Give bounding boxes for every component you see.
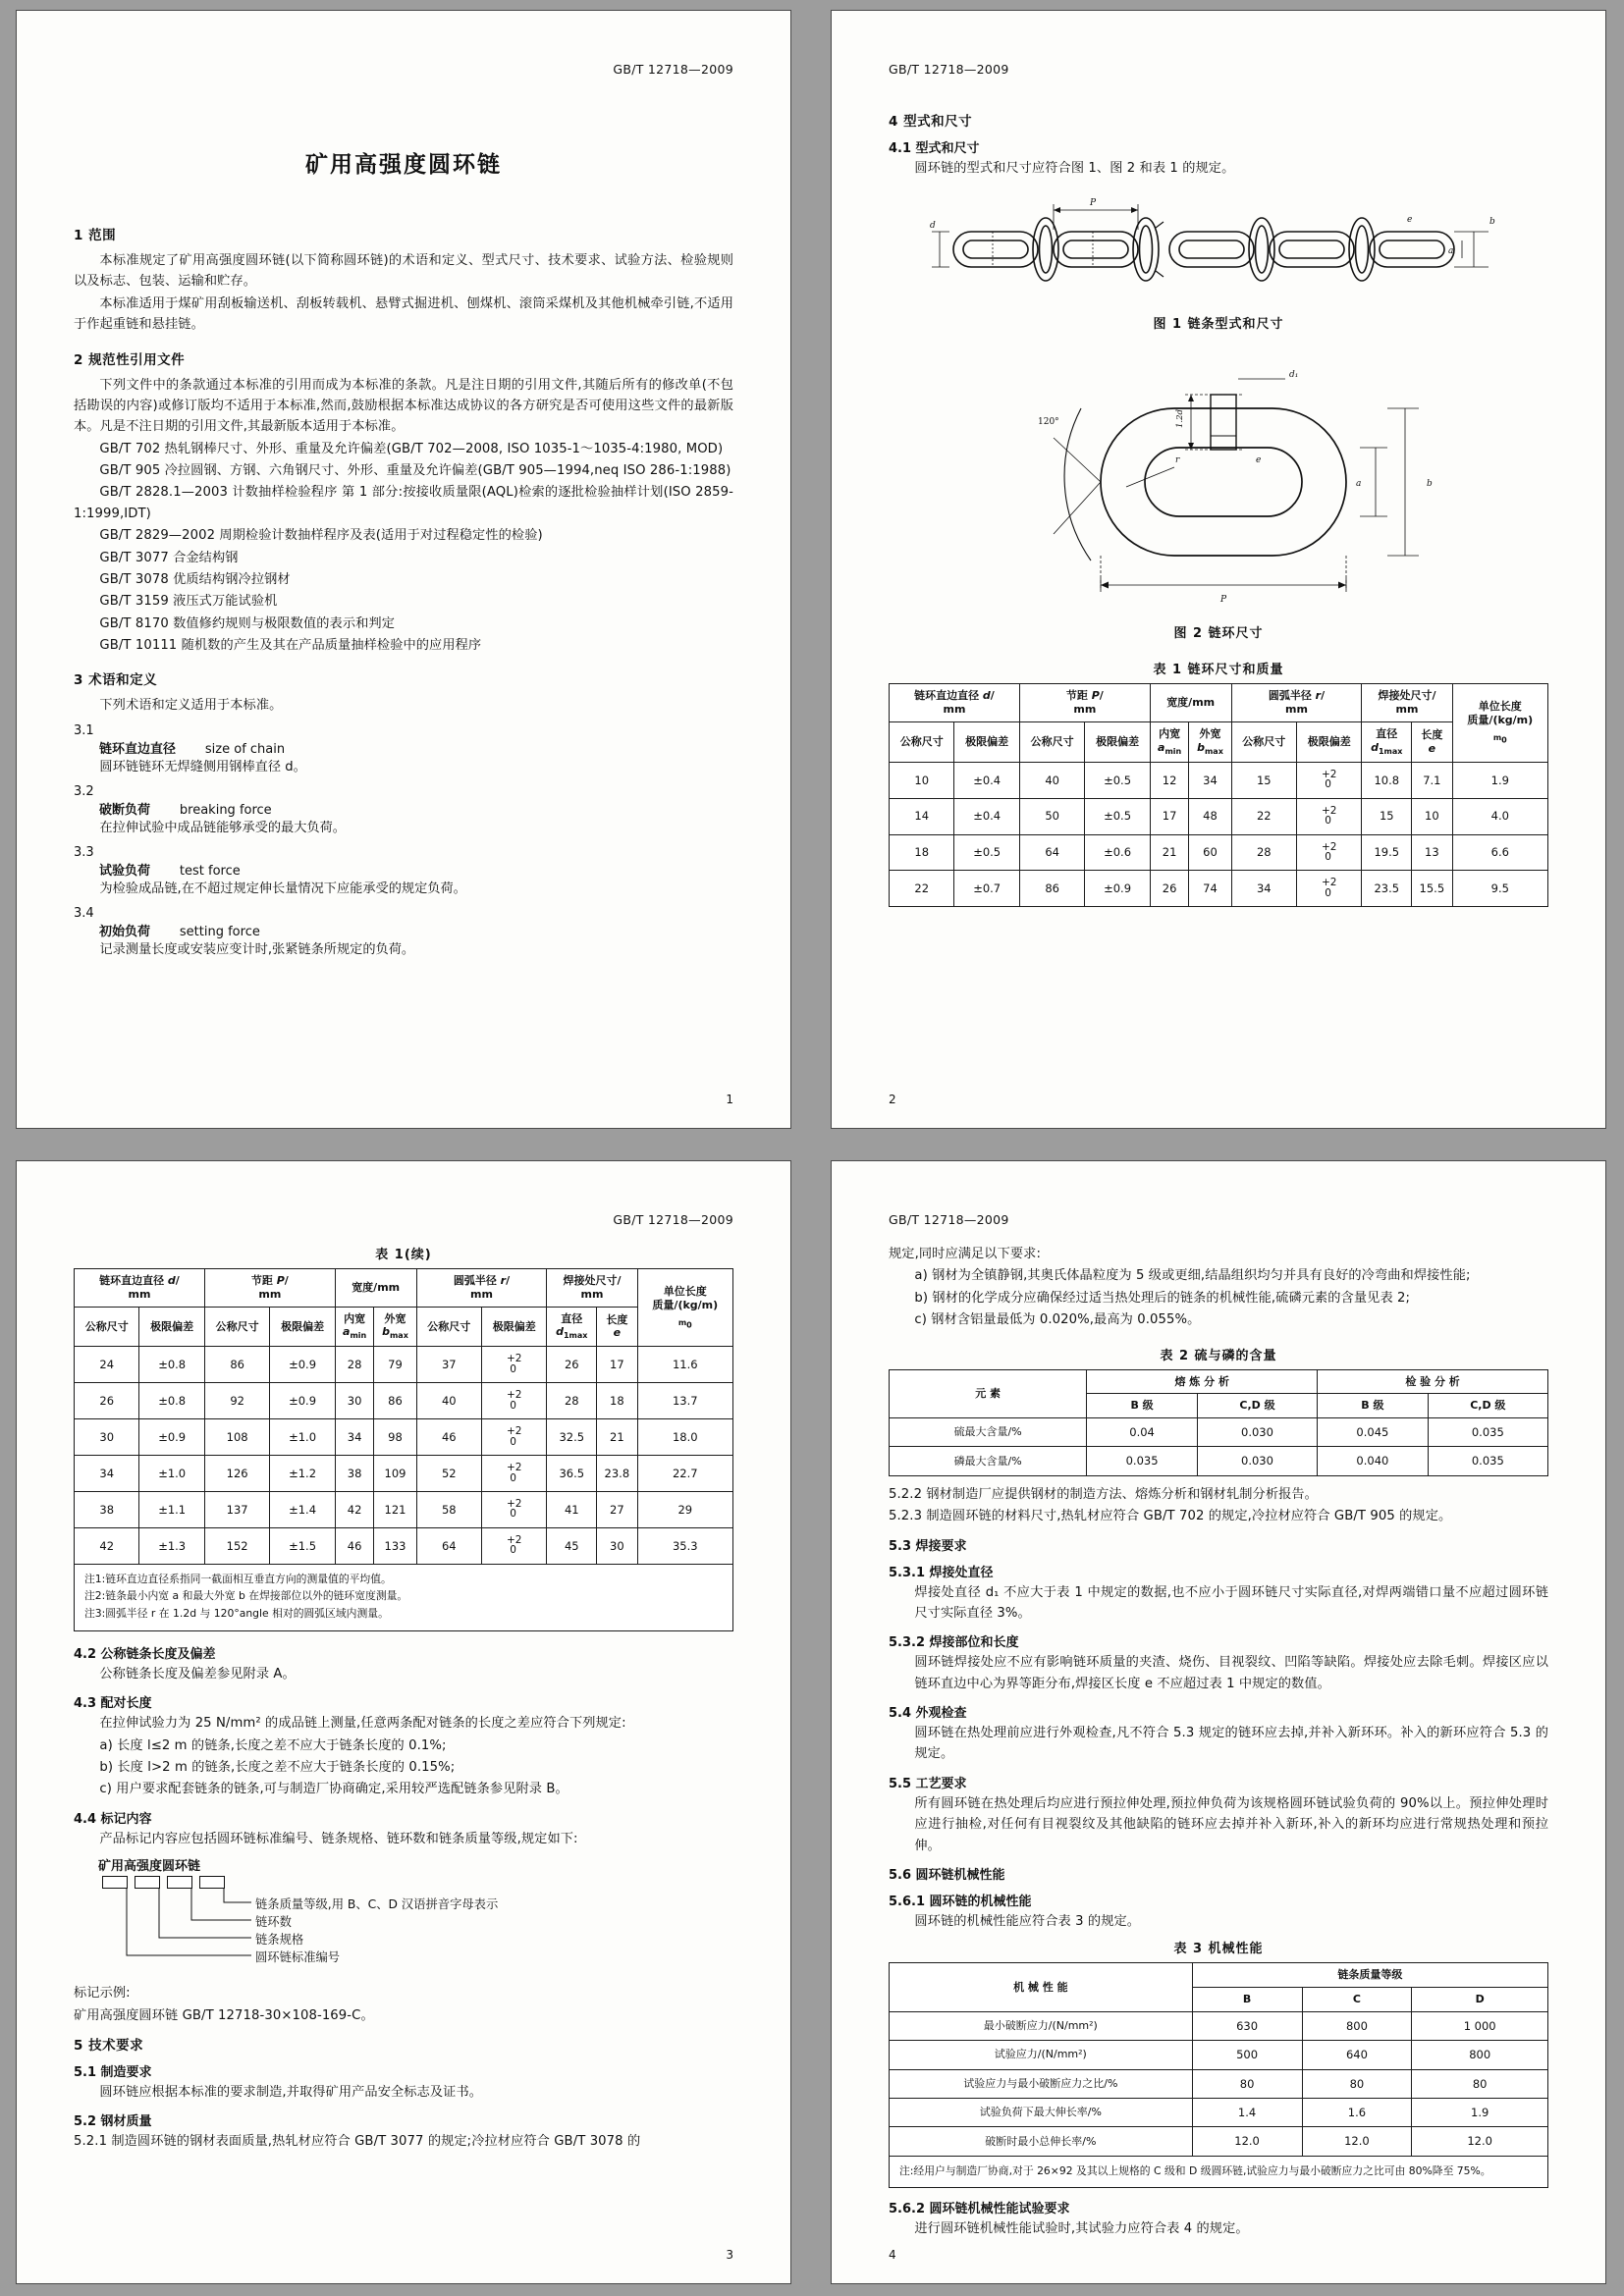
term-entry (74, 906, 733, 960)
table-1-continued (74, 1268, 733, 1565)
table-row-group-header (890, 1963, 1548, 1988)
term-number: 3.3 (74, 845, 94, 860)
th-outer-width: 外宽 $b_{max}$ (374, 1307, 416, 1347)
th-arc-radius: 圆弧半径 r/ mm (416, 1269, 547, 1308)
section-heading-3: 3 术语和定义 (74, 672, 158, 689)
section-5-3-1-paragraph: 焊接处直径 d₁ 不应大于表 1 中规定的数据,也不应小于圆环链尺寸实际直径,对焊两端错口量不应超过圆环链尺寸实际直径 3%。 (914, 1584, 1548, 1621)
figure2-label-r: r (1175, 455, 1180, 466)
th-chain-quality-grade: 链条质量等级 (1192, 1963, 1547, 1988)
table-row: 34 ±1.0 126 ±1.2 38 109 52 +2 0 36.5 23.8 22.7 (75, 1456, 733, 1492)
table-note: 注1:链环直边直径系指同一截面相互垂直方向的测量值的平均值。 (84, 1572, 392, 1585)
th-grade-cd: C,D 级 (1197, 1394, 1317, 1418)
figure1-label-d: d (930, 221, 936, 232)
section-heading-5-3: 5.3 焊接要求 (889, 1538, 967, 1554)
term-number: 3.2 (74, 783, 94, 799)
section-4-3-item-a: a) 长度 l≤2 m 的链条,长度之差不应大于链条长度的 0.1%; (99, 1737, 447, 1753)
section-heading-4-4: 4.4 标记内容 (74, 1811, 152, 1827)
th-nominal-size: 公称尺寸 (890, 721, 954, 762)
th-weld-diameter: 直径 $d_{1max}$ (547, 1307, 597, 1347)
term-name-cn: 试验负荷 test force (99, 864, 241, 879)
section-2-paragraph-1: 下列文件中的条款通过本标准的引用而成为本标准的条款。凡是注日期的引用文件,其随后所有的修改单(不包括勘误的内容)或修订版均不适用于本标准,然而,鼓励根据本标准达成协议的各方研究是否可使用这些文件的最新版本。凡是不注日期的引用文件,其最新版本适用于本标准。 (74, 377, 733, 435)
tolerance-cell: +2 0 (481, 1419, 546, 1456)
table-row: 10 ±0.4 40 ±0.5 12 34 15 +2 0 10.8 7.1 1.9 (890, 762, 1548, 798)
table-2-sulphur-phosphorus-content (889, 1369, 1548, 1476)
th-pitch: 节距 P/ mm (1019, 684, 1150, 722)
section-5-2-3: 5.2.3 制造圆环链的材料尺寸,热轧材应符合 GB/T 702 的规定,冷拉材应符合 GB/T 905 的规定。 (889, 1509, 1452, 1524)
th-melting-analysis: 熔 炼 分 析 (1087, 1369, 1318, 1394)
table-row: 试验应力/(N/mm²) 500 640 800 (890, 2041, 1548, 2069)
term-entry (74, 784, 733, 838)
section-heading-5-6-1: 5.6.1 圆环链的机械性能 (889, 1894, 1032, 1909)
tolerance-cell: +2 0 (1296, 798, 1361, 834)
tolerance-cell: +2 0 (1296, 834, 1361, 871)
th-mass-per-length: 单位长度 质量/(kg/m) $_{m0}$ (1452, 684, 1547, 762)
page-header-standard-number: GB/T 12718—2009 (889, 1212, 1009, 1227)
marking-legend-chain-spec: 链条规格 (255, 1933, 304, 1948)
figure2-label-b: b (1427, 479, 1433, 490)
normative-reference-item: GB/T 3159 液压式万能试验机 (99, 594, 278, 610)
figure-1-caption: 图 1 链条型式和尺寸 (1153, 317, 1284, 333)
section-5-4-paragraph: 圆环链在热处理前应进行外观检查,凡不符合 5.3 规定的链环应去掉,并补入新环环。补入的新环应符合 5.3 的规定。 (914, 1726, 1548, 1762)
th-width: 宽度/mm (335, 1269, 416, 1308)
table-2-caption: 表 2 硫与磷的含量 (1160, 1348, 1277, 1363)
section-heading-4-1: 4.1 型式和尺寸 (889, 141, 980, 156)
th-inner-width: 内宽 $a_{min}$ (335, 1307, 374, 1347)
term-name-cn: 破断负荷 breaking force (99, 802, 272, 818)
page-header-standard-number: GB/T 12718—2009 (613, 1212, 733, 1227)
table-row: 24 ±0.8 86 ±0.9 28 79 37 +2 0 26 17 11.6 (75, 1347, 733, 1383)
table-3-mechanical-properties (889, 1962, 1548, 2156)
marking-box (167, 1876, 192, 1889)
figure2-label-e: e (1256, 455, 1262, 466)
marking-legend-quality-grade: 链条质量等级,用 B、C、D 汉语拼音字母表示 (255, 1897, 499, 1912)
section-5-6-1-paragraph: 圆环链的机械性能应符合表 3 的规定。 (914, 1913, 1141, 1929)
term-entry (74, 845, 733, 899)
figure2-label-P: P (1219, 595, 1227, 606)
term-definition: 圆环链链环无焊缝侧用钢棒直径 d。 (99, 759, 306, 774)
item-c: c) 钢材含铝量最低为 0.020%,最高为 0.055%。 (914, 1312, 1201, 1328)
figure-1-chain-form (889, 192, 1548, 305)
section-heading-4-3: 4.3 配对长度 (74, 1696, 152, 1712)
normative-reference-item: GB/T 10111 随机数的产生及其在产品质量抽样检验中的应用程序 (99, 638, 482, 653)
th-nominal-size: 公称尺寸 (416, 1307, 481, 1347)
table-row: 18 ±0.5 64 ±0.6 21 60 28 +2 0 19.5 13 6.6 (890, 834, 1548, 871)
table-row: 38 ±1.1 137 ±1.4 42 121 58 +2 0 41 27 29 (75, 1491, 733, 1527)
item-a: a) 钢材为全镇静钢,其奥氏体晶粒度为 5 级或更细,结晶组织均匀并具有良好的冷弯曲和焊接性能; (914, 1268, 1471, 1284)
document-page-4 (831, 1160, 1606, 2284)
section-heading-4: 4 型式和尺寸 (889, 114, 973, 130)
section-1-paragraph-1: 本标准规定了矿用高强度圆环链(以下简称圆环链)的术语和定义、型式尺寸、技术要求、试验方法、检验规则以及标志、包装、运输和贮存。 (74, 253, 733, 290)
th-chain-straight-diameter: 链环直边直径 d/ mm (890, 684, 1020, 722)
marking-example-label: 标记示例: (74, 1986, 131, 2002)
marking-legend-standard-no: 圆环链标准编号 (255, 1950, 341, 1965)
document-page-2 (831, 10, 1606, 1129)
section-heading-5-6: 5.6 圆环链机械性能 (889, 1867, 1005, 1883)
normative-reference-item: GB/T 2828.1—2003 计数抽样检验程序 第 1 部分:按接收质量限(AQL)检索的逐批检验抽样计划(ISO 2859-1:1999,IDT) (74, 485, 733, 521)
th-outer-width: 外宽 $b_{max}$ (1189, 721, 1231, 762)
section-5-1-paragraph: 圆环链应根据本标准的要求制造,并取得矿用产品安全标志及证书。 (99, 2084, 483, 2100)
section-5-2-2: 5.2.2 钢材制造厂应提供钢材的制造方法、熔炼分析和钢材轧制分析报告。 (889, 1486, 1318, 1502)
document-page-1 (16, 10, 791, 1129)
section-5-2-1-paragraph: 5.2.1 制造圆环链的钢材表面质量,热轧材应符合 GB/T 3077 的规定;冷拉材应符合 GB/T 3078 的 (74, 2134, 641, 2150)
table-row-group-header (75, 1269, 733, 1308)
table-row: 试验负荷下最大伸长率/% 1.4 1.6 1.9 (890, 2098, 1548, 2126)
marking-structure-diagram (98, 1855, 733, 1983)
th-limit-deviation: 极限偏差 (481, 1307, 546, 1347)
table-1-continued-caption: 表 1(续) (375, 1248, 432, 1262)
th-grade-c: C (1302, 1988, 1412, 2012)
section-heading-5-6-2: 5.6.2 圆环链机械性能试验要求 (889, 2202, 1070, 2217)
page-number: 4 (889, 2248, 896, 2262)
th-limit-deviation: 极限偏差 (954, 721, 1019, 762)
th-nominal-size: 公称尺寸 (1231, 721, 1296, 762)
table-row: 14 ±0.4 50 ±0.5 17 48 22 +2 0 15 10 4.0 (890, 798, 1548, 834)
tolerance-cell: +2 0 (481, 1347, 546, 1383)
item-b: b) 钢材的化学成分应确保经过适当热处理后的链条的机械性能,硫磷元素的含量见表 2; (914, 1290, 1411, 1306)
th-grade-b: B (1192, 1988, 1302, 2012)
section-4-2-paragraph: 公称链条长度及偏差参见附录 A。 (99, 1666, 296, 1682)
section-heading-2: 2 规范性引用文件 (74, 351, 186, 368)
th-nominal-size: 公称尺寸 (75, 1307, 139, 1347)
term-number: 3.1 (74, 722, 94, 738)
section-heading-5-3-2: 5.3.2 焊接部位和长度 (889, 1635, 1019, 1651)
table-note: 注:经用户与制造厂协商,对于 26×92 及其以上规格的 C 级和 D 级圆环链,试验应力与最小破断应力之比可由 80%降至 75%。 (899, 2163, 1491, 2177)
term-name-cn: 初始负荷 setting force (99, 925, 260, 940)
table-row: 42 ±1.3 152 ±1.5 46 133 64 +2 0 45 30 35.3 (75, 1527, 733, 1564)
section-heading-5-5: 5.5 工艺要求 (889, 1776, 967, 1791)
th-inspection-analysis: 检 验 分 析 (1318, 1369, 1548, 1394)
table-row: 磷最大含量/% 0.035 0.030 0.040 0.035 (890, 1447, 1548, 1475)
figure2-label-d1: d₁ (1289, 370, 1299, 381)
th-mass-per-length: 单位长度 质量/(kg/m) $_{m0}$ (637, 1269, 732, 1347)
term-name-en: setting force (179, 925, 260, 940)
page-4-intro-paragraph: 规定,同时应满足以下要求: (889, 1247, 1041, 1261)
section-heading-4-2: 4.2 公称链条长度及偏差 (74, 1646, 216, 1662)
section-4-3-item-b: b) 长度 l>2 m 的链条,长度之差不应大于链条长度的 0.15%; (99, 1760, 456, 1776)
term-name-en: test force (179, 864, 241, 879)
table-3-caption: 表 3 机械性能 (1173, 1942, 1264, 1957)
th-width: 宽度/mm (1150, 684, 1231, 722)
marking-product-name: 矿用高强度圆环链 (98, 1859, 201, 1875)
normative-reference-item: GB/T 3077 合金结构钢 (99, 550, 239, 565)
section-4-1-paragraph: 圆环链的型式和尺寸应符合图 1、图 2 和表 1 的规定。 (914, 161, 1235, 176)
document-title: 矿用高强度圆环链 (305, 152, 502, 178)
table-row: 30 ±0.9 108 ±1.0 34 98 46 +2 0 32.5 21 18.0 (75, 1419, 733, 1456)
tolerance-cell: +2 0 (481, 1456, 546, 1492)
section-4-4-paragraph: 产品标记内容应包括圆环链标准编号、链条规格、链环数和链条质量等级,规定如下: (99, 1831, 578, 1846)
term-number: 3.4 (74, 906, 94, 922)
figure-2-caption: 图 2 链环尺寸 (1173, 626, 1264, 642)
term-definition: 记录测量长度或安装应变计时,张紧链条所规定的负荷。 (99, 942, 415, 958)
table-row: 试验应力与最小破断应力之比/% 80 80 80 (890, 2069, 1548, 2098)
table-1-continued-body (75, 1347, 733, 1564)
table-row: 22 ±0.7 86 ±0.9 26 74 34 +2 0 23.5 15.5 9.5 (890, 871, 1548, 907)
figure2-label-a: a (1356, 479, 1362, 490)
th-limit-deviation: 极限偏差 (1085, 721, 1150, 762)
section-1-paragraph-2: 本标准适用于煤矿用刮板输送机、刮板转载机、悬臂式掘进机、刨煤机、滚筒采煤机及其他机械牵引链,不适用于作起重链和悬挂链。 (74, 295, 733, 333)
th-pitch: 节距 P/ mm (204, 1269, 335, 1308)
table-row-sub-header (890, 721, 1548, 762)
table-1-body (890, 762, 1548, 907)
table-3-note (889, 2157, 1548, 2189)
table-row-group-header (890, 684, 1548, 722)
page-number: 3 (726, 2248, 733, 2262)
page-number: 2 (889, 1093, 896, 1106)
section-heading-5: 5 技术要求 (74, 2037, 144, 2054)
section-heading-5-3-1: 5.3.1 焊接处直径 (889, 1565, 994, 1580)
table-1-caption: 表 1 链环尺寸和质量 (1153, 663, 1284, 678)
section-5-3-2-paragraph: 圆环链焊接处应不应有影响链环质量的夹渣、烧伤、目视裂纹、凹陷等缺陷。焊接处应去除毛刺。焊接区应以链环直边中心为界等距分布,焊接区长度 e 不应超过表 1 中规定的数值。 (914, 1655, 1548, 1691)
normative-reference-item: GB/T 3078 优质结构钢冷拉钢材 (99, 571, 291, 587)
marking-leader-lines (104, 1889, 733, 1983)
section-3-paragraph-1: 下列术语和定义适用于本标准。 (99, 698, 283, 714)
marking-legend-link-count: 链环数 (255, 1915, 292, 1930)
th-limit-deviation: 极限偏差 (270, 1307, 335, 1347)
th-element: 元 素 (890, 1369, 1087, 1418)
section-5-5-paragraph: 所有圆环链在热处理后均应进行预拉伸处理,预拉伸负荷为该规格圆环链试验负荷的 90%以上。预拉伸处理时应进行抽检,对任何有目视裂纹及其他缺陷的链环应去掉并补入新环,补入的新环均应进行常规热处理和预拉伸。 (914, 1795, 1548, 1853)
th-nominal-size: 公称尺寸 (1019, 721, 1084, 762)
table-1-link-dimensions-and-mass (889, 683, 1548, 907)
document-page-3 (16, 1160, 791, 2284)
th-inner-width: 内宽 $a_{min}$ (1150, 721, 1189, 762)
figure2-label-angle: 120° (1038, 417, 1059, 428)
th-grade-cd: C,D 级 (1428, 1394, 1547, 1418)
section-heading-5-1: 5.1 制造要求 (74, 2064, 152, 2080)
page-number: 1 (726, 1093, 733, 1106)
th-weld-dimensions: 焊接处尺寸/ mm (547, 1269, 637, 1308)
tolerance-cell: +2 0 (1296, 762, 1361, 798)
normative-reference-item: GB/T 702 热轧钢棒尺寸、外形、重量及允许偏差(GB/T 702—2008, ISO 1035-1～1035-4:1980, MOD) (99, 441, 724, 456)
th-limit-deviation: 极限偏差 (139, 1307, 204, 1347)
section-heading-5-4: 5.4 外观检查 (889, 1706, 967, 1721)
normative-reference-item: GB/T 905 冷拉圆钢、方钢、六角钢尺寸、外形、重量及允许偏差(GB/T 905—1994,neq ISO 286-1:1988) (99, 463, 731, 478)
th-grade-d: D (1412, 1988, 1548, 2012)
tolerance-cell: +2 0 (481, 1527, 546, 1564)
marking-box (102, 1876, 128, 1889)
figure1-label-a: a (1448, 246, 1454, 257)
marking-example-value: 矿用高强度圆环链 GB/T 12718-30×108-169-C。 (74, 2007, 374, 2023)
table-row: 硫最大含量/% 0.04 0.030 0.045 0.035 (890, 1418, 1548, 1447)
table-row: 破断时最小总伸长率/% 12.0 12.0 12.0 (890, 2127, 1548, 2156)
th-weld-dimensions: 焊接处尺寸/ mm (1362, 684, 1452, 722)
th-grade-b: B 级 (1318, 1394, 1429, 1418)
figure1-label-e: e (1407, 215, 1413, 226)
section-heading-1: 1 范围 (74, 228, 117, 243)
table-row-sub-header (75, 1307, 733, 1347)
tolerance-cell: +2 0 (1296, 871, 1361, 907)
normative-reference-item: GB/T 8170 数值修约规则与极限数值的表示和判定 (99, 615, 395, 631)
page-header-standard-number: GB/T 12718—2009 (613, 62, 733, 77)
table-1-notes (74, 1565, 733, 1631)
marking-box (135, 1876, 160, 1889)
table-row-group-header (890, 1369, 1548, 1394)
table-row: 26 ±0.8 92 ±0.9 30 86 40 +2 0 28 18 13.7 (75, 1383, 733, 1419)
figure1-label-P: P (1089, 198, 1097, 209)
page-header-standard-number: GB/T 12718—2009 (889, 62, 1009, 77)
table-note: 注3:圆弧半径 r 在 1.2d 与 120°angle 相对的圆弧区域内测量。 (84, 1607, 389, 1621)
table-note: 注2:链条最小内宽 a 和最大外宽 b 在焊接部位以外的链环宽度测量。 (84, 1589, 408, 1603)
th-nominal-size: 公称尺寸 (204, 1307, 269, 1347)
th-arc-radius: 圆弧半径 r/ mm (1231, 684, 1362, 722)
th-mechanical-property: 机 械 性 能 (890, 1963, 1193, 2012)
figure2-label-1-2d: 1.2d (1175, 409, 1185, 429)
th-limit-deviation: 极限偏差 (1296, 721, 1361, 762)
term-definition: 为检验成品链,在不超过规定伸长量情况下应能承受的规定负荷。 (99, 881, 466, 896)
th-grade-b: B 级 (1087, 1394, 1198, 1418)
term-name-en: breaking force (179, 802, 272, 818)
normative-reference-item: GB/T 2829—2002 周期检验计数抽样程序及表(适用于对过程稳定性的检验) (99, 528, 543, 544)
term-definition: 在拉伸试验中成品链能够承受的最大负荷。 (99, 820, 346, 835)
table-3-body (890, 2011, 1548, 2156)
section-5-6-2-paragraph: 进行圆环链机械性能试验时,其试验力应符合表 4 的规定。 (914, 2221, 1249, 2237)
marking-code-boxes (102, 1876, 733, 1889)
term-name-en: size of chain (204, 741, 286, 757)
figure1-label-b: b (1489, 217, 1495, 228)
table-2-body (890, 1418, 1548, 1476)
marking-box (199, 1876, 225, 1889)
section-4-3-paragraph: 在拉伸试验力为 25 N/mm² 的成品链上测量,任意两条配对链条的长度之差应符合下列规定: (99, 1716, 626, 1732)
section-4-3-item-c: c) 用户要求配套链条的链条,可与制造厂协商确定,采用较严选配链条参见附录 B。 (99, 1782, 568, 1797)
figure-2-link-dimensions (889, 349, 1548, 614)
th-weld-diameter: 直径 $d_{1max}$ (1362, 721, 1412, 762)
th-weld-length: 长度 e (1412, 721, 1453, 762)
term-entry (74, 723, 733, 777)
th-chain-straight-diameter: 链环直边直径 d/ mm (75, 1269, 205, 1308)
tolerance-cell: +2 0 (481, 1491, 546, 1527)
tolerance-cell: +2 0 (481, 1383, 546, 1419)
term-name-cn: 链环直边直径 size of chain (99, 741, 286, 757)
section-heading-5-2: 5.2 钢材质量 (74, 2114, 152, 2130)
th-weld-length: 长度 e (597, 1307, 638, 1347)
table-row: 最小破断应力/(N/mm²) 630 800 1 000 (890, 2011, 1548, 2040)
